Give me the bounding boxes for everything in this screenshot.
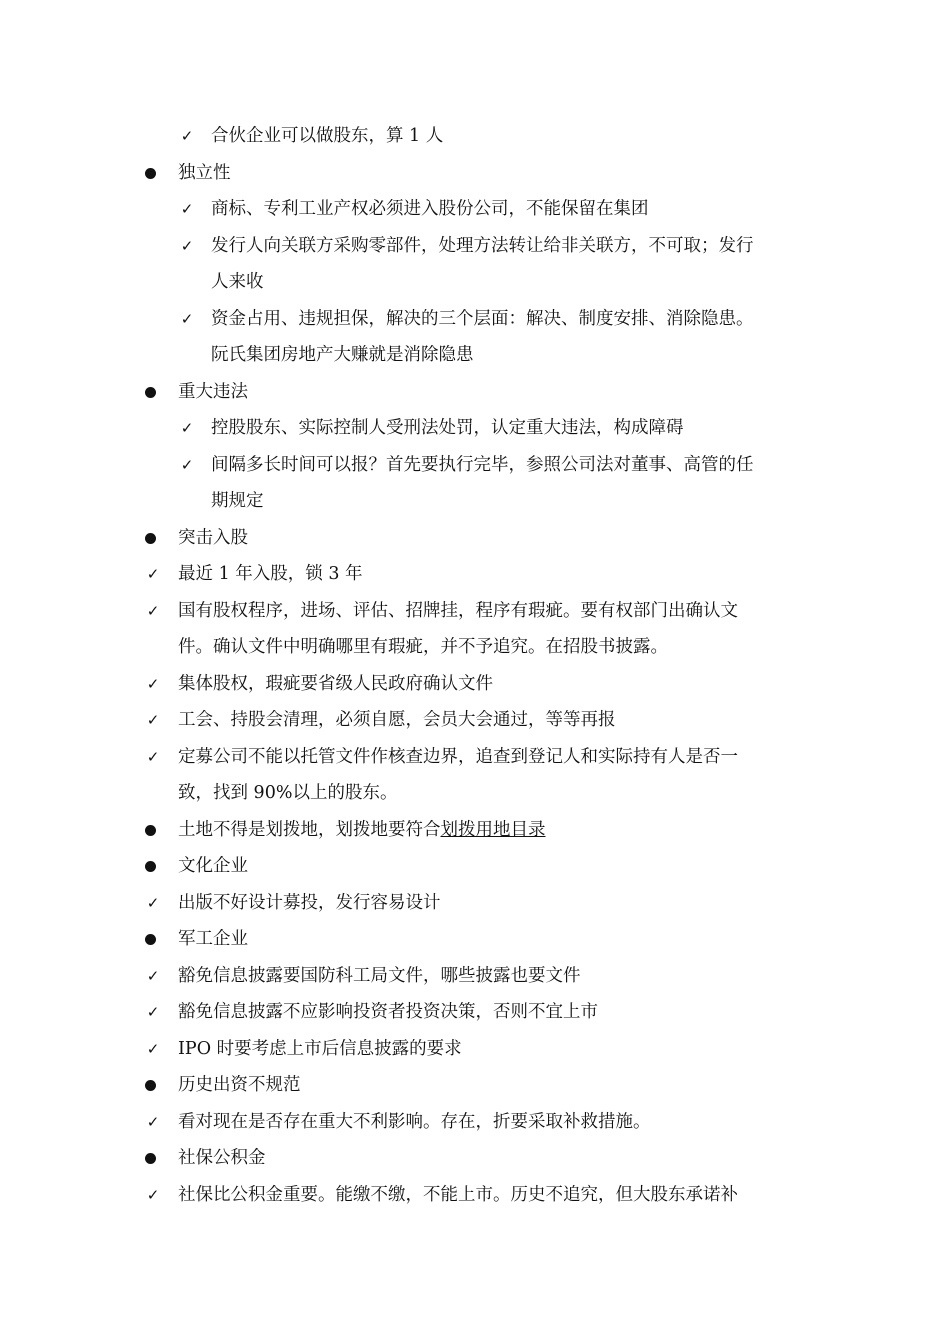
list-item [0, 885, 950, 922]
list-item-text: 发行人向关联方采购零部件，处理方法转让给非关联方，不可取；发行 [211, 235, 754, 256]
bullet-icon [145, 387, 156, 398]
checkmark-icon: ✓ [146, 1003, 160, 1021]
checkmark-icon: ✓ [180, 236, 194, 255]
list-item [0, 921, 950, 958]
list-item-text: 豁免信息披露不应影响投资者投资决策，否则不宜上市 [178, 1002, 598, 1022]
list-item-text: 工会、持股会清理，必须自愿，会员大会通过，等等再报 [178, 710, 616, 730]
list-item [0, 447, 950, 484]
list-item-text: 控股股东、实际控制人受刑法处罚，认定重大违法，构成障碍 [211, 418, 684, 438]
list-item [0, 666, 950, 703]
list-item-text: 重大违法 [178, 381, 248, 402]
list-item-continuation [0, 483, 950, 520]
list-item-text: 致，找到 90%以上的股东。 [178, 783, 398, 803]
list-item-continuation [0, 629, 950, 666]
checkmark-icon: ✓ [146, 601, 160, 620]
list-item [0, 301, 950, 338]
checkmark-icon: ✓ [146, 1112, 160, 1131]
list-item-text: 出版不好设计募投，发行容易设计 [178, 892, 441, 913]
checkmark-icon: ✓ [180, 309, 194, 328]
checkmark-icon: ✓ [146, 1039, 160, 1058]
list-item-text: 合伙企业可以做股东，算 1 人 [211, 126, 444, 146]
list-item-text: 定募公司不能以托管文件作核查边界，追查到登记人和实际持有人是否一 [178, 746, 738, 767]
list-item [0, 958, 950, 995]
list-item [0, 812, 950, 849]
list-item-text: 看对现在是否存在重大不利影响。存在，折要采取补救措施。 [178, 1111, 651, 1132]
list-item [0, 1067, 950, 1104]
bullet-icon [145, 1153, 156, 1164]
list-item-text: 土地不得是划拨地，划拨地要符合划拨用地目录 [178, 819, 546, 840]
checkmark-icon: ✓ [146, 966, 160, 985]
list-item-text: 件。确认文件中明确哪里有瑕疵，并不予追究。在招股书披露。 [178, 637, 668, 657]
list-item-text: 间隔多长时间可以报？首先要执行完毕，参照公司法对董事、高管的任 [211, 454, 754, 475]
underlined-reference: 划拨用地目录 [440, 819, 546, 840]
list-item [0, 1104, 950, 1141]
list-item-text: 期规定 [211, 491, 264, 511]
bullet-icon [145, 1080, 156, 1091]
checkmark-icon: ✓ [180, 200, 194, 218]
list-item-text: 军工企业 [178, 929, 248, 949]
list-item [0, 374, 950, 411]
list-item-text: 豁免信息披露要国防科工局文件，哪些披露也要文件 [178, 965, 581, 986]
document-page [0, 118, 950, 1213]
list-item-continuation [0, 337, 950, 374]
list-item-text: 商标、专利工业产权必须进入股份公司，不能保留在集团 [211, 199, 649, 219]
bullet-icon [145, 934, 156, 945]
list-item [0, 118, 950, 155]
list-item-text: 集体股权，瑕疵要省级人民政府确认文件 [178, 673, 493, 694]
list-item-text: 突击入股 [178, 527, 248, 548]
checkmark-icon: ✓ [146, 893, 160, 912]
checkmark-icon: ✓ [146, 674, 160, 693]
list-item-text: 资金占用、违规担保，解决的三个层面：解决、制度安排、消除隐患。 [211, 308, 754, 329]
list-item-continuation [0, 264, 950, 301]
list-item [0, 739, 950, 776]
list-item [0, 556, 950, 593]
list-item [0, 191, 950, 228]
checkmark-icon: ✓ [180, 127, 194, 145]
list-item-text: 独立性 [178, 162, 231, 183]
list-item-text: 人来收 [211, 272, 264, 292]
list-item-text: 社保公积金 [178, 1148, 266, 1168]
list-item-text: 国有股权程序，进场、评估、招牌挂，程序有瑕疵。要有权部门出确认文 [178, 600, 738, 621]
list-item [0, 520, 950, 557]
list-item-text: 社保比公积金重要。能缴不缴，不能上市。历史不追究，但大股东承诺补 [178, 1184, 738, 1205]
checkmark-icon: ✓ [146, 711, 160, 729]
bullet-icon [145, 825, 156, 836]
list-item-text: 阮氏集团房地产大赚就是消除隐患 [211, 345, 474, 365]
bullet-icon [145, 533, 156, 544]
list-item-text: 最近 1 年入股，锁 3 年 [178, 564, 363, 584]
list-item [0, 1177, 950, 1214]
checkmark-icon: ✓ [146, 1185, 160, 1204]
list-item [0, 410, 950, 447]
list-item [0, 593, 950, 630]
list-item [0, 848, 950, 885]
checkmark-icon: ✓ [180, 419, 194, 437]
checkmark-icon: ✓ [180, 455, 194, 474]
list-item [0, 1140, 950, 1177]
list-item [0, 702, 950, 739]
list-item [0, 228, 950, 265]
list-item-text: 历史出资不规范 [178, 1075, 301, 1095]
list-item-text: IPO 时要考虑上市后信息披露的要求 [178, 1038, 462, 1059]
bullet-icon [145, 168, 156, 179]
list-item-text: 文化企业 [178, 856, 248, 876]
list-item-continuation [0, 775, 950, 812]
list-item [0, 994, 950, 1031]
list-item [0, 1031, 950, 1068]
bullet-icon [145, 861, 156, 872]
checkmark-icon: ✓ [146, 747, 160, 766]
list-item [0, 155, 950, 192]
checkmark-icon: ✓ [146, 565, 160, 583]
